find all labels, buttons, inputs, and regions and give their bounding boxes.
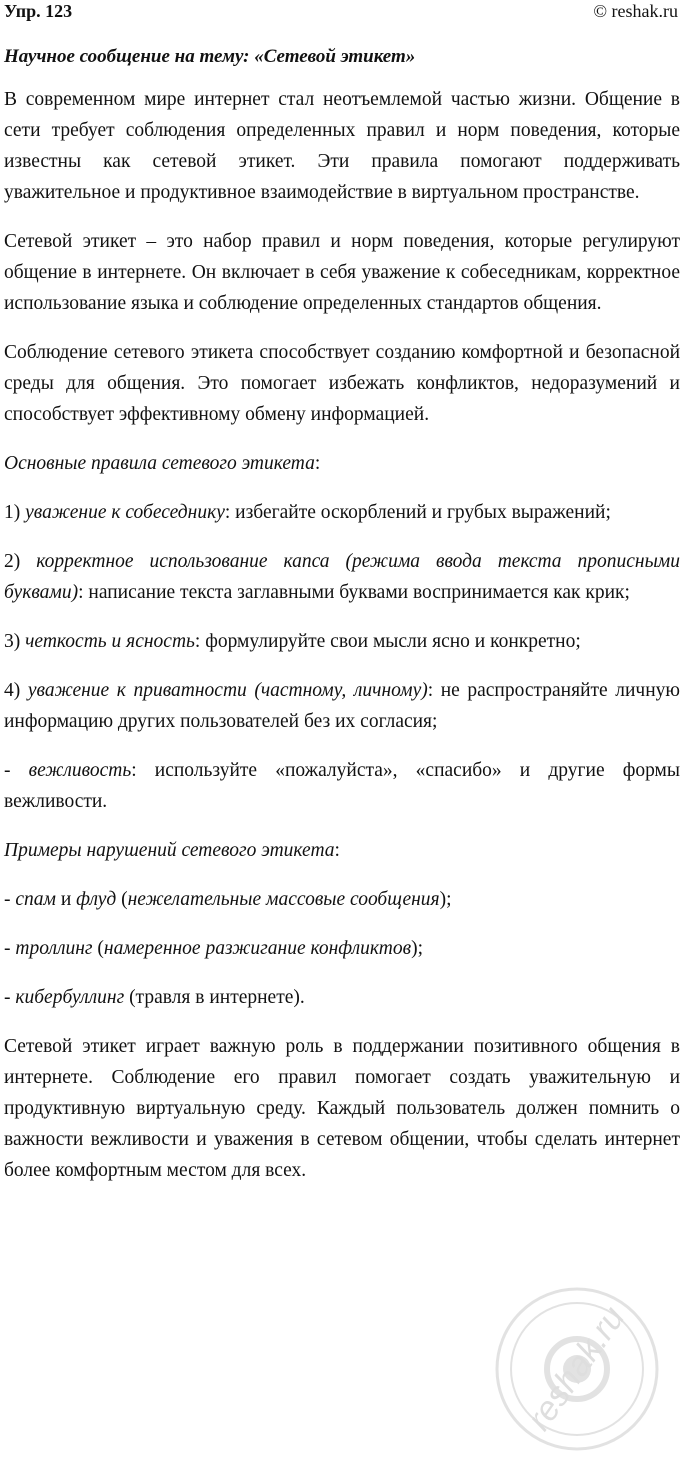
violations-heading-colon: : [334,840,340,861]
paragraph-intro: В современном мире интернет стал неотъемлемой частью жизни. Общение в сети требует соблюдения определенных правил и норм поведения, которые известны как сетевой этикет. Эти правила помогают поддерживать уважительное и продуктивное взаимодействие в виртуальном пространстве. [4,89,680,203]
violation-3-text: (травля в интернете). [124,987,305,1008]
rule-item-4 [4,675,680,737]
watermark-circles [497,1289,657,1449]
violation-2-open: ( [92,938,104,959]
rule-4-prefix: 4) [4,680,28,701]
violation-1-prefix: - [4,889,16,910]
source-label: © reshak.ru [593,1,678,21]
rule-5-prefix: - [4,760,29,781]
watermark-text: reshak.ru [519,1299,633,1438]
rule-4-text: : не распространяйте личную информацию других пользователей без их согласия; [4,680,680,732]
violation-1-desc: нежелательные массовые сообщения [127,889,440,910]
violation-1-term-b: флуд [76,889,117,910]
document-page [4,0,680,1186]
rule-5-term: вежливость [28,760,132,781]
rule-3-term: четкость и ясность [25,631,195,652]
violation-1-close: ); [439,889,452,910]
rule-item-5 [4,755,680,817]
rule-2-term: корректное использование капса (режима ввода текста прописными буквами) [4,551,681,603]
paragraph-importance: Соблюдение сетевого этикета способствует созданию комфортной и безопасной среды для общения. Это помогает избежать конфликтов, недоразумений и способствует эффективному обмену информацией. [4,342,680,425]
rule-2-prefix: 2) [4,551,37,572]
violation-3-term: кибербуллинг [15,987,125,1008]
paragraph-definition: Сетевой этикет – это набор правил и норм поведения, которые регулируют общение в интернете. Он включает в себя уважение к собеседникам, корректное использование языка и соблюдение определенных стандартов общения. [4,231,680,314]
rule-1-term: уважение к собеседнику [25,502,225,523]
document-title: Научное сообщение на тему: «Сетевой этикет» [4,46,416,67]
violation-item-2 [4,933,680,964]
violation-1-term-a: спам [15,889,56,910]
rule-2-text: : написание текста заглавными буквами воспринимается как крик; [78,582,630,603]
rule-1-text: : избегайте оскорблений и грубых выражений; [224,502,611,523]
rule-item-1 [4,497,680,528]
rule-3-text: : формулируйте свои мысли ясно и конкретно; [194,631,581,652]
violations-heading-text: Примеры нарушений сетевого этикета [4,840,335,861]
violation-item-3 [4,982,680,1013]
rules-heading [4,448,680,479]
rule-1-prefix: 1) [4,502,26,523]
page-header [4,0,680,28]
violation-1-and: и [55,889,77,910]
violation-2-prefix: - [4,938,16,959]
violations-heading [4,835,680,866]
violation-2-term: троллинг [15,938,93,959]
violation-2-close: ); [411,938,423,959]
rule-5-text: : используйте «пожалуйста», «спасибо» и другие формы вежливости. [4,760,680,812]
paragraph-conclusion: Сетевой этикет играет важную роль в поддержании позитивного общения в интернете. Соблюдение его правил помогает создать уважительную и продуктивную виртуальную среду. Каждый пользователь должен помнить о важности вежливости и уважения в сетевом общении, чтобы сделать интернет более комфортным местом для всех. [4,1036,680,1181]
rule-4-term: уважение к приватности (частному, личному) [27,680,428,701]
violation-1-open: ( [116,889,128,910]
violation-3-prefix: - [4,987,16,1008]
exercise-number: Упр. 123 [4,1,73,21]
violation-2-desc: намеренное разжигание конфликтов [103,938,412,959]
rule-item-3 [4,626,680,657]
rule-item-2 [4,546,680,608]
rules-heading-text: Основные правила сетевого этикета [4,453,315,474]
rule-3-prefix: 3) [4,631,26,652]
rules-heading-colon: : [314,453,321,474]
violation-item-1 [4,884,680,915]
reshak-watermark [482,1274,672,1464]
